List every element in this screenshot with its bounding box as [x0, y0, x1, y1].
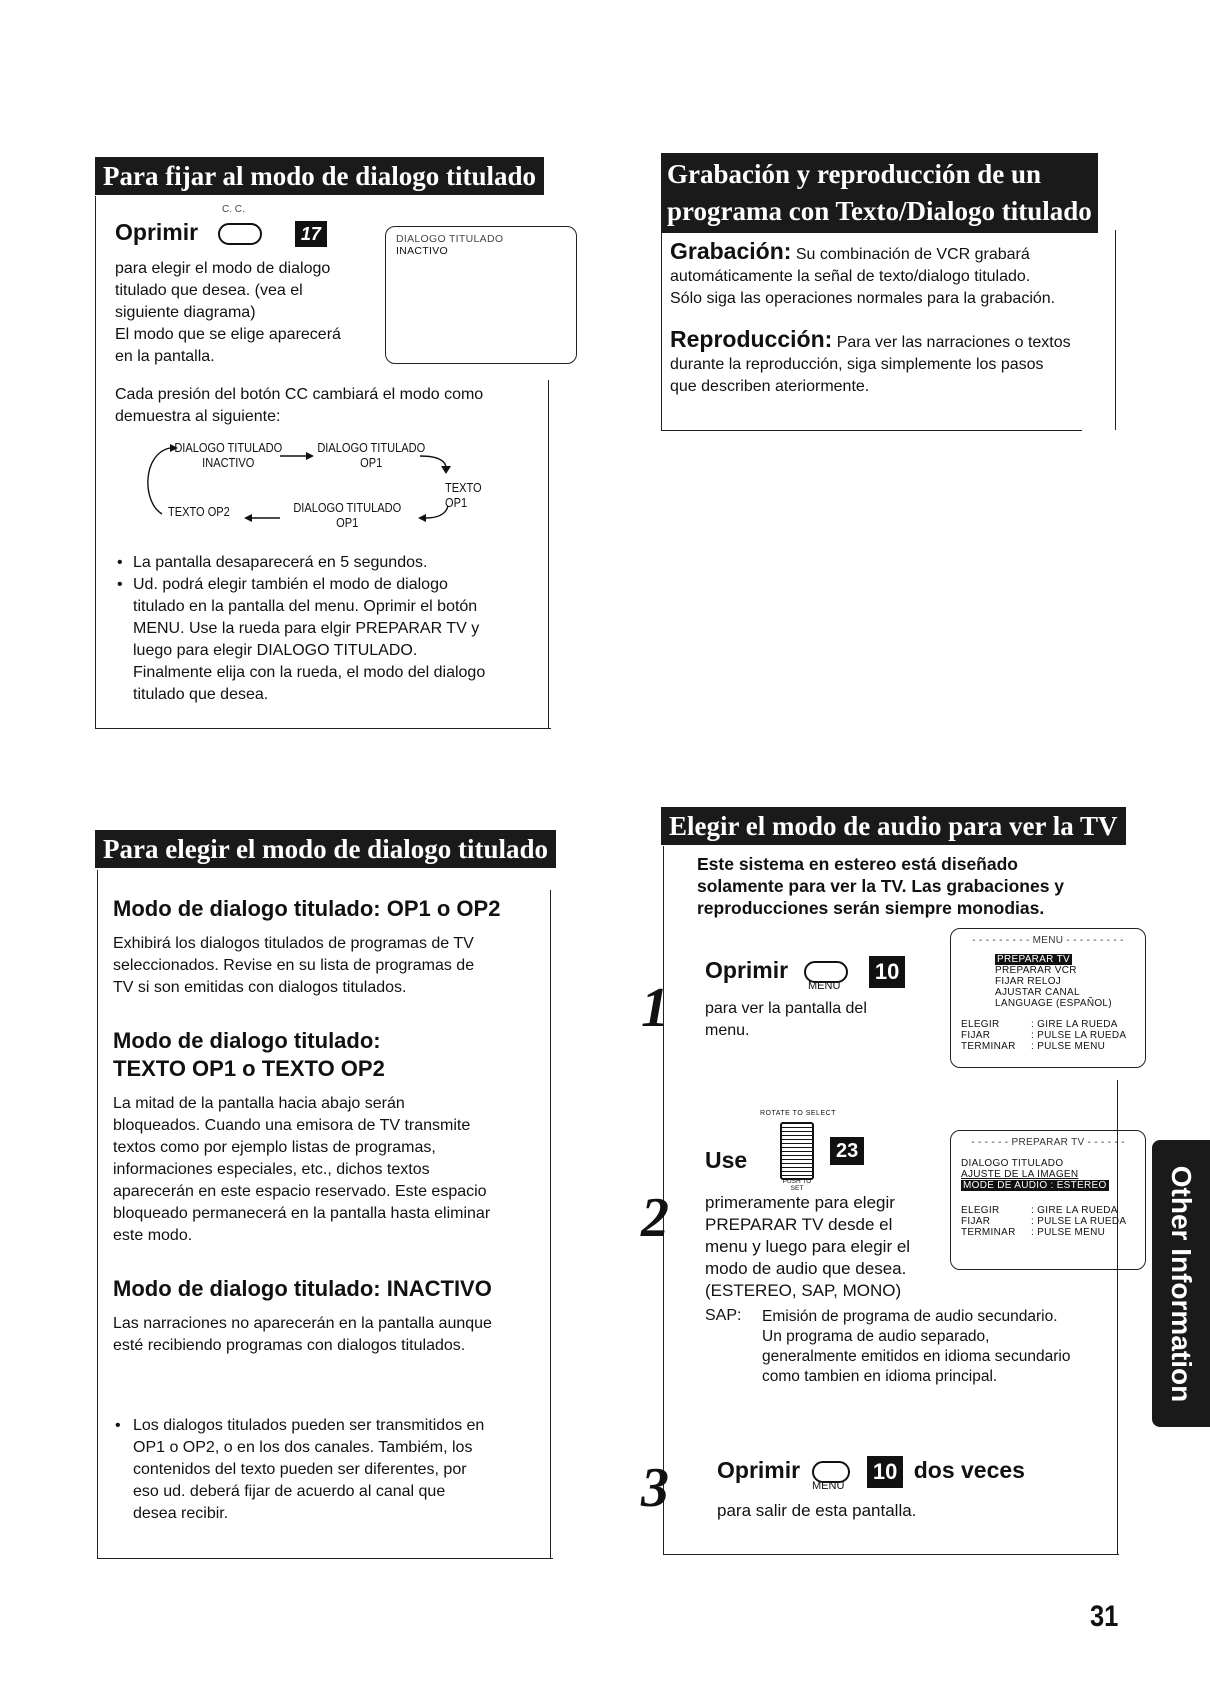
oprimir-text: Oprimir	[115, 219, 199, 245]
menu-button-caption: MENU	[812, 1480, 845, 1492]
section-title-modo-audio: Elegir el modo de audio para ver la TV	[661, 807, 1126, 845]
page-number: 31	[1090, 1600, 1119, 1633]
reproduccion-label: Reproducción:	[670, 326, 833, 352]
step-number-2: 2	[641, 1187, 669, 1249]
step2-use-label: Use	[705, 1147, 748, 1173]
push-caption: PUSH TO SET	[782, 1178, 812, 1192]
oprimir-text: Oprimir	[705, 957, 789, 984]
cc-screen-display: DIALOGO TITULADO INACTIVO	[385, 226, 577, 364]
diagram-node-op1: DIALOGO TITULADO OP1	[317, 440, 426, 470]
step1-oprimir	[705, 956, 905, 988]
key-10-icon: 10	[869, 956, 905, 988]
key-10-icon: 10	[867, 1456, 903, 1488]
bullet-item: • La pantalla desaparecerá en 5 segundos.	[115, 552, 545, 574]
paragraph-op1-op2: Exhibirá los dialogos titulados de programas de TV seleccionados. Revise en su lista de programas de TV si son emitidas con dialogos titulados.	[113, 935, 475, 996]
bullet-item: • Ud. podrá elegir también el modo de dialogo titulado en la pantalla del menu. Oprimir el botón MENU. Use la rueda para elgir PREPARAR TV y luego para elegir DIALOGO TITULADO. Finalmente elija con la rueda, el modo del dialogo titulado que desea.	[115, 574, 545, 706]
section-title-grabacion: Grabación y reproducción de un programa con Texto/Dialogo titulado	[661, 153, 1098, 233]
oprimir-text: Oprimir	[717, 1457, 801, 1484]
heading-inactivo: Modo de dialogo titulado: INACTIVO	[113, 1276, 492, 1301]
section-box-right-rule	[550, 890, 551, 1558]
heading-op1-op2: Modo de dialogo titulado: OP1 o OP2	[113, 896, 501, 921]
cc-mode-cycle-diagram	[140, 440, 500, 540]
rotate-caption: ROTATE TO SELECT	[760, 1110, 836, 1117]
step3-description: para salir de esta pantalla.	[717, 1501, 917, 1520]
oprimir-label	[115, 219, 327, 247]
grabacion-label: Grabación:	[670, 238, 792, 264]
diagram-node-texto-op2: TEXTO OP2	[168, 504, 230, 519]
diagram-node-texto-op1: TEXTO OP1	[445, 480, 482, 510]
menu-screen-display: - - - - - - - - - MENU - - - - - - - - - PREPARAR TV PREPARAR VCR FIJAR RELOJ AJUSTAR CANAL LANGUAGE (ESPAÑOL) ELEGIR : GIRE LA RUEDA FIJAR : PULSE LA RUEDA TERMINAR : PULSE MENU	[950, 928, 1146, 1068]
s1-cada: Cada presión del botón CC cambiará el modo como demuestra al siguiente:	[115, 386, 484, 425]
step1-description: para ver la pantalla del menu.	[705, 1000, 867, 1039]
sap-description: Emisión de programa de audio secundario. Un programa de audio separado, generalmente emitidos en idioma secundario como tambien en idioma principal.	[762, 1308, 1071, 1385]
section-box-right-rule	[548, 380, 549, 728]
diagram-node-inactivo: DIALOGO TITULADO INACTIVO	[174, 440, 283, 470]
grabacion-paragraph: Grabación: Su combinación de VCR grabará automáticamente la señal de texto/dialogo titulado. Sólo siga las operaciones normales para la grabación.	[670, 238, 1056, 307]
step3-oprimir	[717, 1456, 1025, 1488]
section-title-elegir-dialogo: Para elegir el modo de dialogo titulado	[95, 830, 556, 868]
s3-content	[113, 895, 543, 1525]
audio-intro: Este sistema en estereo está diseñado solamente para ver la TV. Las grabaciones y reproducciones serán siempre monodias.	[697, 854, 1065, 918]
reproduccion-paragraph: Reproducción: Para ver las narraciones o textos durante la reproducción, siga simplemente los pasos que describen ateriormente.	[670, 326, 1071, 395]
bullet-item: • Los dialogos titulados pueden ser transmitidos en OP1 o OP2, o en los dos canales. Tambiém, los contenidos del texto pueden ser diferentes, por eso ud. deberá fijar de acuerdo al canal que desea recibir.	[113, 1415, 543, 1525]
section-box-right-rule	[1115, 230, 1116, 430]
paragraph-texto: La mitad de la pantalla hacia abajo serán bloqueados. Cuando una emisora de TV transmite textos como por ejemplo listas de programas, informaciones especiales, etc., dichos textos aparecerán en este espacio reservado. Este espacio bloqueado permanecerá en la pantalla hasta eliminar este modo.	[113, 1095, 491, 1244]
jog-dial-icon	[780, 1122, 814, 1180]
step-number-1: 1	[641, 977, 669, 1039]
cc-button-caption: C. C.	[222, 204, 245, 215]
diagram-node-op1-lower: DIALOGO TITULADO OP1	[293, 500, 402, 530]
s1-bullets	[115, 552, 545, 706]
menu-button-caption: MENU	[808, 980, 841, 992]
section-title-fijar-dialogo: Para fijar al modo de dialogo titulado	[95, 157, 544, 195]
key-17-icon: 17	[295, 221, 327, 247]
s1-description: para elegir el modo de dialogo titulado que desea. (vea el siguiente diagrama) El modo que se elige aparecerá en la pantalla.	[115, 260, 341, 365]
heading-texto: Modo de dialogo titulado: TEXTO OP1 o TEXTO OP2	[113, 1028, 385, 1081]
side-tab-other-information: Other Information	[1152, 1140, 1210, 1427]
paragraph-inactivo: Las narraciones no aparecerán en la pantalla aunque esté recibiendo programas con dialogos titulados.	[113, 1315, 492, 1354]
step-number-3: 3	[641, 1457, 669, 1519]
key-23-icon: 23	[830, 1137, 864, 1165]
dos-veces-text: dos veces	[913, 1457, 1025, 1484]
step2-description: primeramente para elegir PREPARAR TV desde el menu y luego para elegir el modo de audio que desea. (ESTEREO, SAP, MONO)	[705, 1193, 911, 1300]
section-box-audio-bottom	[663, 1554, 1119, 1555]
cc-button-icon	[218, 223, 262, 245]
preparar-tv-screen: - - - - - - PREPARAR TV - - - - - - DIALOGO TITULADO AJUSTE DE LA IMAGEN MODE DE AUDIO : ESTEREO ELEGIR : GIRE LA RUEDA FIJAR : PULSE LA RUEDA TERMINAR : PULSE MENU	[950, 1130, 1146, 1270]
sap-label: SAP:	[705, 1307, 742, 1324]
